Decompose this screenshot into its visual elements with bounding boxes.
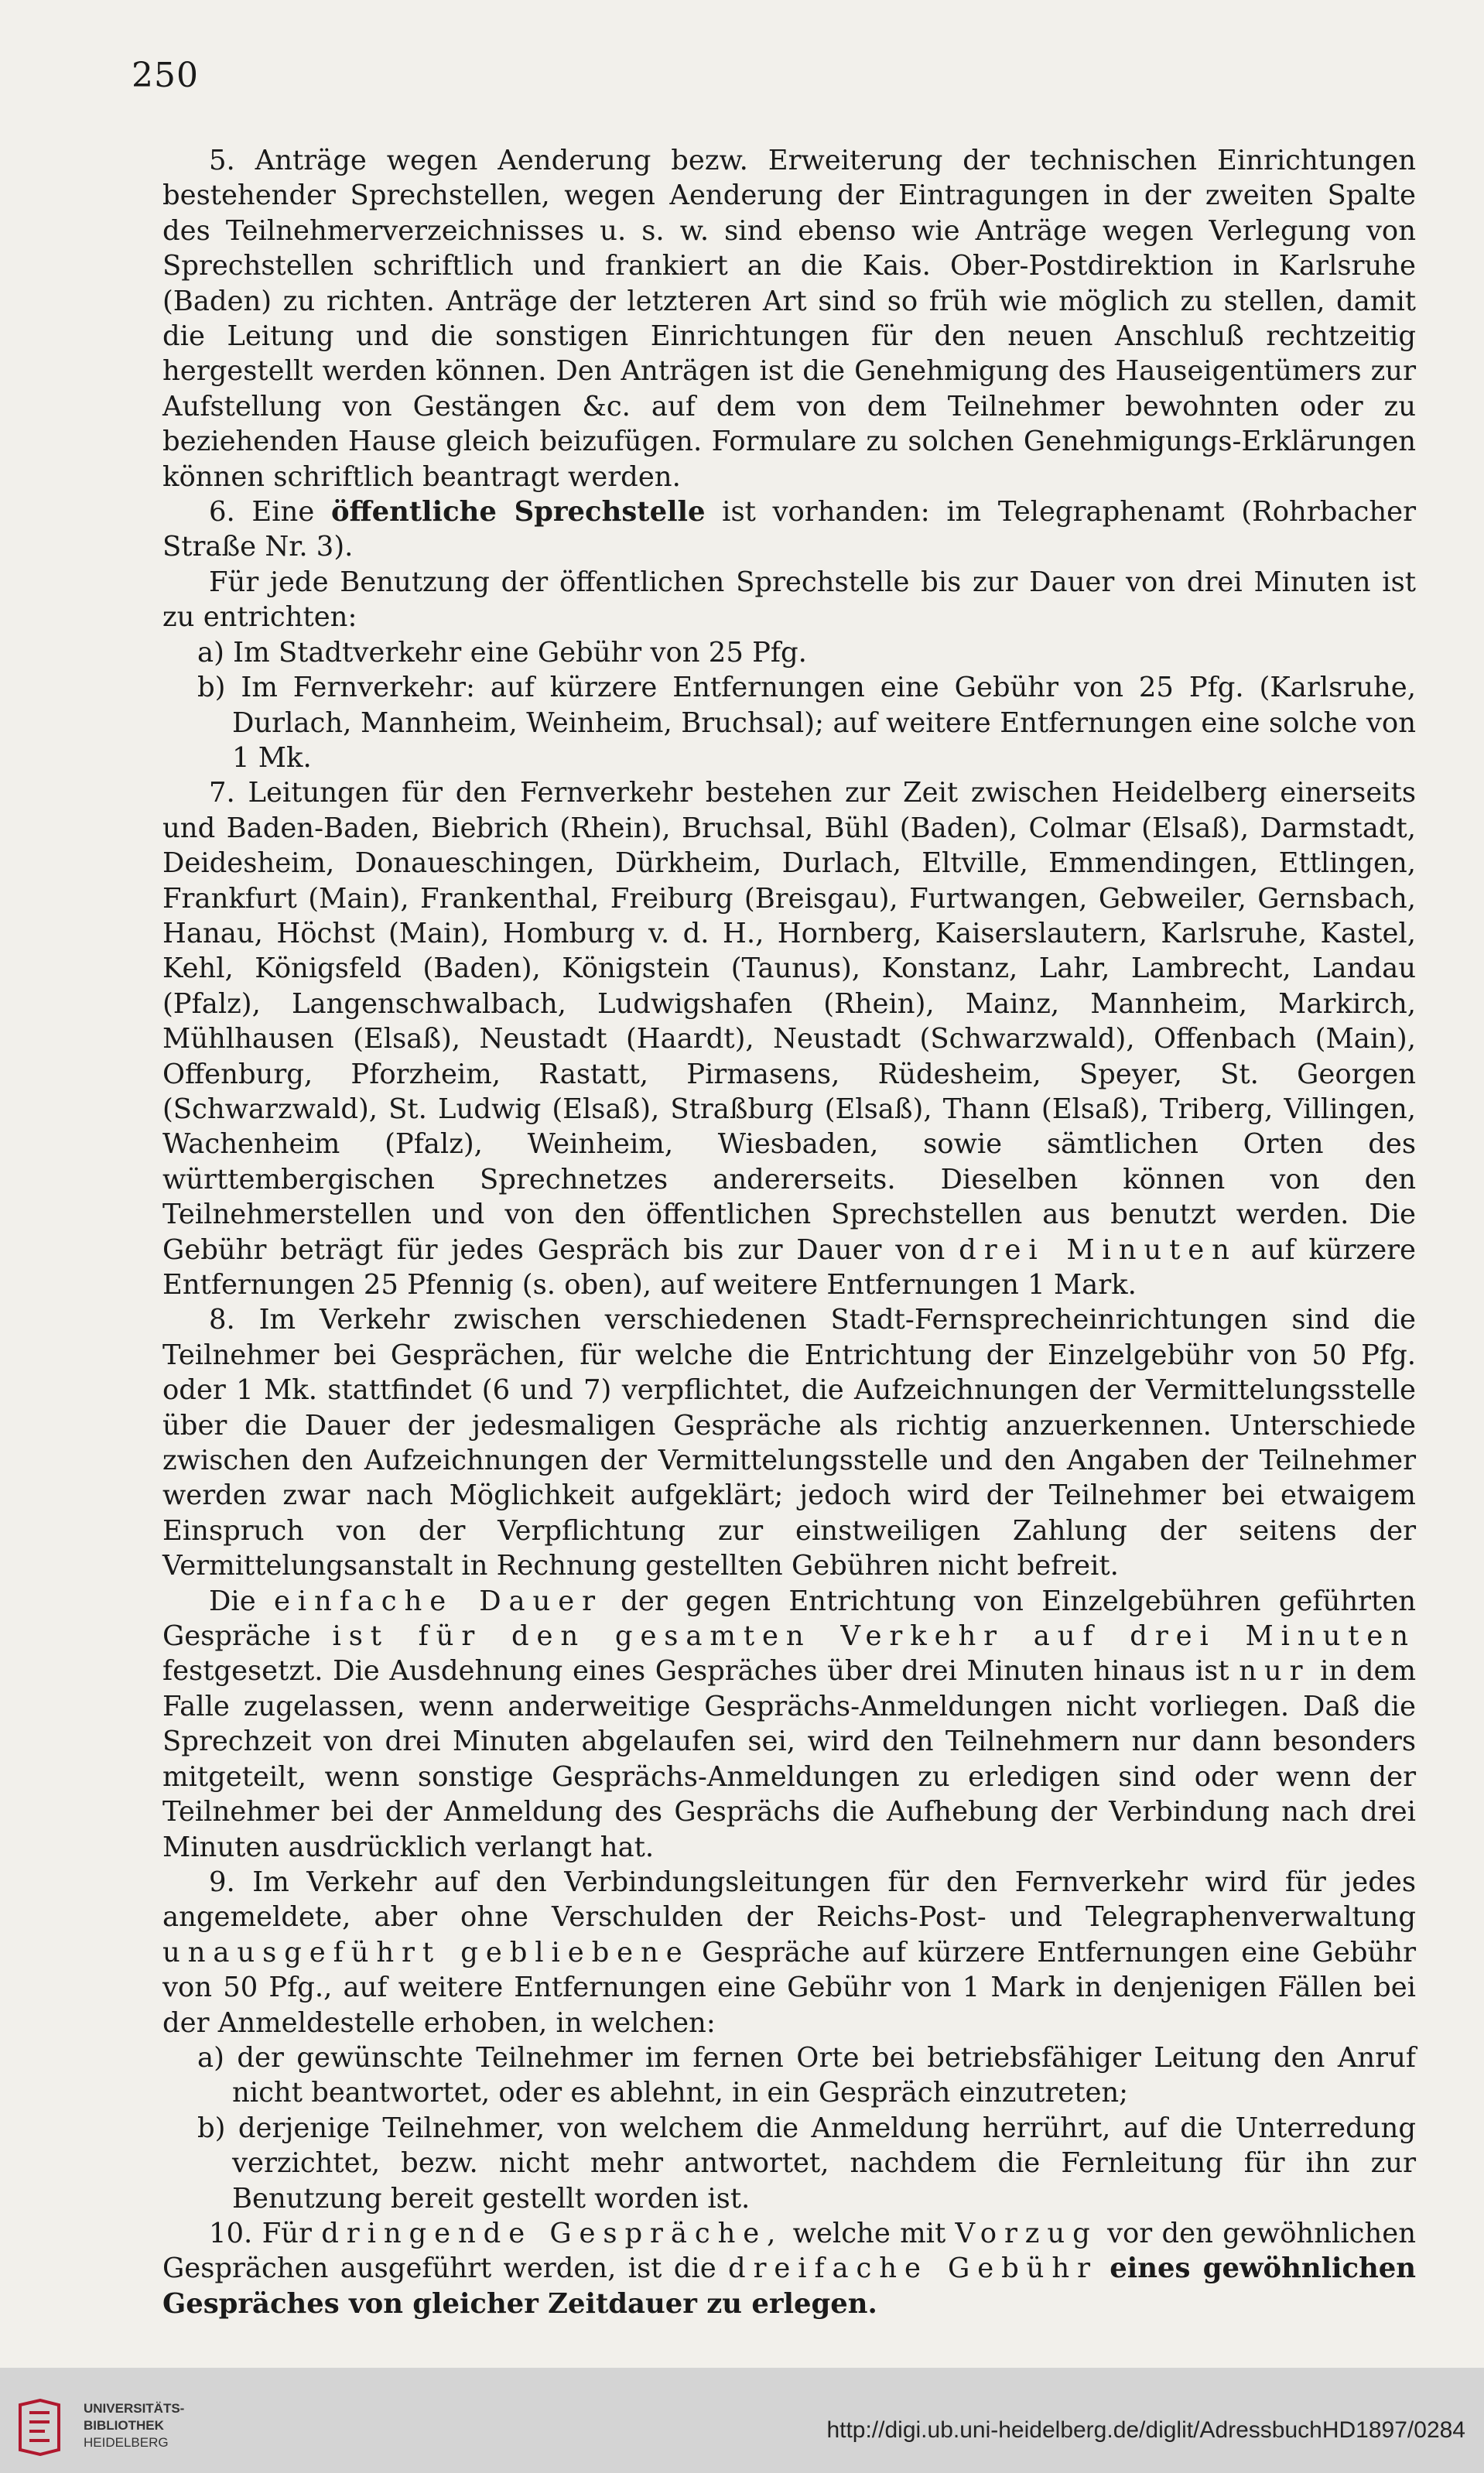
paragraph-9-text-b: Gespräche auf kürzere Entfernungen eine Gebühr von 50 Pfg., auf weitere Entfernungen eine Gebühr von 1 Mark in denjenigen Fällen bei der Anmeldestelle erhoben, in welchen: <box>162 1936 1416 2039</box>
paragraph-10-text-d: eines gewöhnlichen Gespräches von gleicher Zeitdauer zu erlegen. <box>162 2252 1417 2320</box>
paragraph-9-text-a: 9. Im Verkehr auf den Verbindungsleitungen für den Fernverkehr wird für jedes angemeldete, aber ohne Verschulden der Reichs-Post- und Telegraphenverwaltung <box>162 1866 1416 1934</box>
paragraph-6-lead: 6. Eine <box>209 496 315 528</box>
paragraph-9-item-b: b) derjenige Teilnehmer, von welchem die Anmeldung herrührt, auf die Unterredung verzichtet, bezw. nicht mehr antwortet, nachdem die Fernleitung für ihn zur Benutzung bereit gestellt worden ist. <box>197 2112 1416 2215</box>
paragraph-6-rest: ist vorhanden: im Telegraphenamt (Rohrbacher Straße Nr. 3). <box>162 496 1416 563</box>
paragraph-9-item-a: a) der gewünschte Teilnehmer im fernen Orte bei betriebsfähiger Leitung den Anruf nicht beantwortet, oder es ablehnt, in ein Gespräch einzutreten; <box>197 2041 1416 2109</box>
paragraph-8: 8. Im Verkehr zwischen verschiedenen Stadt-Fernsprecheinrichtungen sind die Teilnehmer bei Gesprächen, für welche die Entrichtung der Einzelgebühr von 50 Pfg. oder 1 Mk. stattfindet (6 und 7) verpflichtet, die Aufzeichnungen der Vermittelungsstelle über die Dauer der jedesmaligen Gespräche als richtig anzuerkennen. Unterschiede zwischen den Aufzeichnungen der Vermittelungsstelle und den Angaben der Teilnehmer werden zwar nach Möglichkeit aufgeklärt; jedoch wird der Teilnehmer bei etwaigem Einspruch von der Verpflichtung zur einstweiligen Zahlung der seitens der Vermittelungsanstalt in Rechnung gestellten Gebühren nicht befreit. <box>162 1304 1416 1582</box>
public-phone-station-heading: öffentliche Sprechstelle <box>330 496 706 528</box>
paragraph-10-emphasis-1: dringende Gespräche, <box>321 2217 784 2249</box>
duration-text-b: der gegen Entrichtung von Einzelgebühren geführten Gespräche <box>162 1585 1416 1653</box>
duration-text-d: in dem Falle zugelassen, wenn anderweitige Gesprächs-Anmeldungen nicht vorliegen. Daß die Sprechzeit von drei Minuten abgelaufen sei, wird den Teilnehmern nur dann besonders mitgeteilt, wenn sonstige Gesprächs-Anmeldungen zu erledigen sind oder wenn der Teilnehmer bei der Anmeldung des Gesprächs die Aufhebung der Verbindung nach drei Minuten ausdrücklich verlangt hat. <box>162 1655 1417 1863</box>
page-body-text <box>162 143 1416 2321</box>
fee-item-a: a) Im Stadtverkehr eine Gebühr von 25 Pfg. <box>197 636 807 669</box>
library-name-line-1: UNIVERSITÄTS- <box>84 2401 185 2416</box>
paragraph-10-emphasis-3: dreifache Gebühr <box>728 2252 1098 2285</box>
paragraph-10-text-a: 10. Für <box>209 2217 312 2249</box>
paragraph-9-emphasis: unausgeführt gebliebene <box>162 1936 690 1968</box>
paragraph-7 <box>162 775 1416 1302</box>
paragraph-10-emphasis-2: Vorzug <box>955 2217 1098 2249</box>
paragraph-10-text-b: welche mit <box>792 2217 946 2249</box>
paragraph-7-end: auf kürzere Entfernungen 25 Pfennig (s. oben), auf weitere Entfernungen 1 Mark. <box>162 1233 1417 1301</box>
paragraph-7-text: 7. Leitungen für den Fernverkehr bestehen zur Zeit zwischen Heidelberg einerseits und Baden-Baden, Biebrich (Rhein), Bruchsal, Bühl (Baden), Colmar (Elsaß), Darmstadt, Deidesheim, Donaueschingen, Dürkheim, Durlach, Eltville, Emmendingen, Ettlingen, Frankfurt (Main), Frankenthal, Freiburg (Breisgau), Furtwangen, Gebweiler, Gernsbach, Hanau, Höchst (Main), Homburg v. d. H., Hornberg, Kaiserslautern, Karlsruhe, Kastel, Kehl, Königsfeld (Baden), Königstein (Taunus), Konstanz, Lahr, Lambrecht, Landau (Pfalz), Langenschwalbach, Ludwigshafen (Rhein), Mainz, Mannheim, Markirch, Mühlhausen (Elsaß), Neustadt (Haardt), Neustadt (Schwarzwald), Offenbach (Main), Offenburg, Pforzheim, Rastatt, Pirmasens, Rüdesheim, Speyer, St. Georgen (Schwarzwald), St. Ludwig (Elsaß), Straßburg (Elsaß), Thann (Elsaß), Triberg, Villingen, Wachenheim (Pfalz), Weinheim, Wiesbaden, sowie sämtlichen Orten des württembergischen Sprechnetzes andererseits. Dieselben können von den Teilnehmerstellen und von den öffentlichen Sprechstellen aus benutzt werden. Die Gebühr beträgt für jedes Gespräch bis zur Dauer von <box>162 777 1416 1266</box>
call-duration-paragraph <box>162 1584 1416 1865</box>
paragraph-9 <box>162 1865 1416 2040</box>
duration-emphasis-2: ist für den gesamten Verkehr auf drei Minuten <box>332 1620 1416 1653</box>
paragraph-10 <box>162 2216 1416 2321</box>
paragraph-5: 5. Anträge wegen Aenderung bezw. Erweiterung der technischen Einrichtungen bestehender Sprechstellen, wegen Aenderung der Eintragungen in der zweiten Spalte des Teilnehmerverzeichnisses u. s. w. sind ebenso wie Anträge wegen Verlegung von Sprechstellen schriftlich und frankiert an die Kais. Ober-Postdirektion in Karlsruhe (Baden) zu richten. Anträge der letzteren Art sind so früh wie möglich zu stellen, damit die Leitung und die sonstigen Einrichtungen für den neuen Anschluß rechtzeitig hergestellt werden können. Den Anträgen ist die Genehmigung des Hauseigentümers zur Aufstellung von Gestängen &c. auf dem von dem Teilnehmer bewohnten oder zu beziehenden Hause gleich beizufügen. Formulare zu solchen Genehmigungs-Erklärungen können schriftlich beantragt werden. <box>162 145 1416 493</box>
paragraph-7-emphasis: drei Minuten <box>959 1233 1237 1266</box>
paragraph-10-text-c: vor den gewöhnlichen Gesprächen ausgeführt werden, ist die <box>162 2217 1417 2285</box>
footer-bar <box>0 2368 1484 2473</box>
duration-text-a: Die <box>209 1585 256 1617</box>
fee-item-b: b) Im Fernverkehr: auf kürzere Entfernungen eine Gebühr von 25 Pfg. (Karlsruhe, Durlach, Mannheim, Weinheim, Bruchsal); auf weitere Entfernungen eine solche von 1 Mk. <box>197 672 1416 774</box>
library-name <box>84 2400 184 2451</box>
source-url-link[interactable]: http://digi.ub.uni-heidelberg.de/diglit/AdressbuchHD1897/0284 <box>826 2417 1465 2443</box>
fees-intro: Für jede Benutzung der öffentlichen Sprechstelle bis zur Dauer von drei Minuten ist zu entrichten: <box>162 566 1416 634</box>
paragraph-6 <box>162 494 1416 565</box>
library-name-line-2: BIBLIOTHEK <box>84 2418 164 2433</box>
duration-emphasis-3: nur <box>1239 1655 1311 1688</box>
university-library-logo-icon <box>14 2399 63 2456</box>
duration-emphasis-1: einfache Dauer <box>273 1585 603 1617</box>
duration-text-c: festgesetzt. Die Ausdehnung eines Gespräches über drei Minuten hinaus ist <box>162 1655 1229 1688</box>
page-number: 250 <box>132 56 199 95</box>
library-name-line-3: HEIDELBERG <box>84 2435 169 2450</box>
